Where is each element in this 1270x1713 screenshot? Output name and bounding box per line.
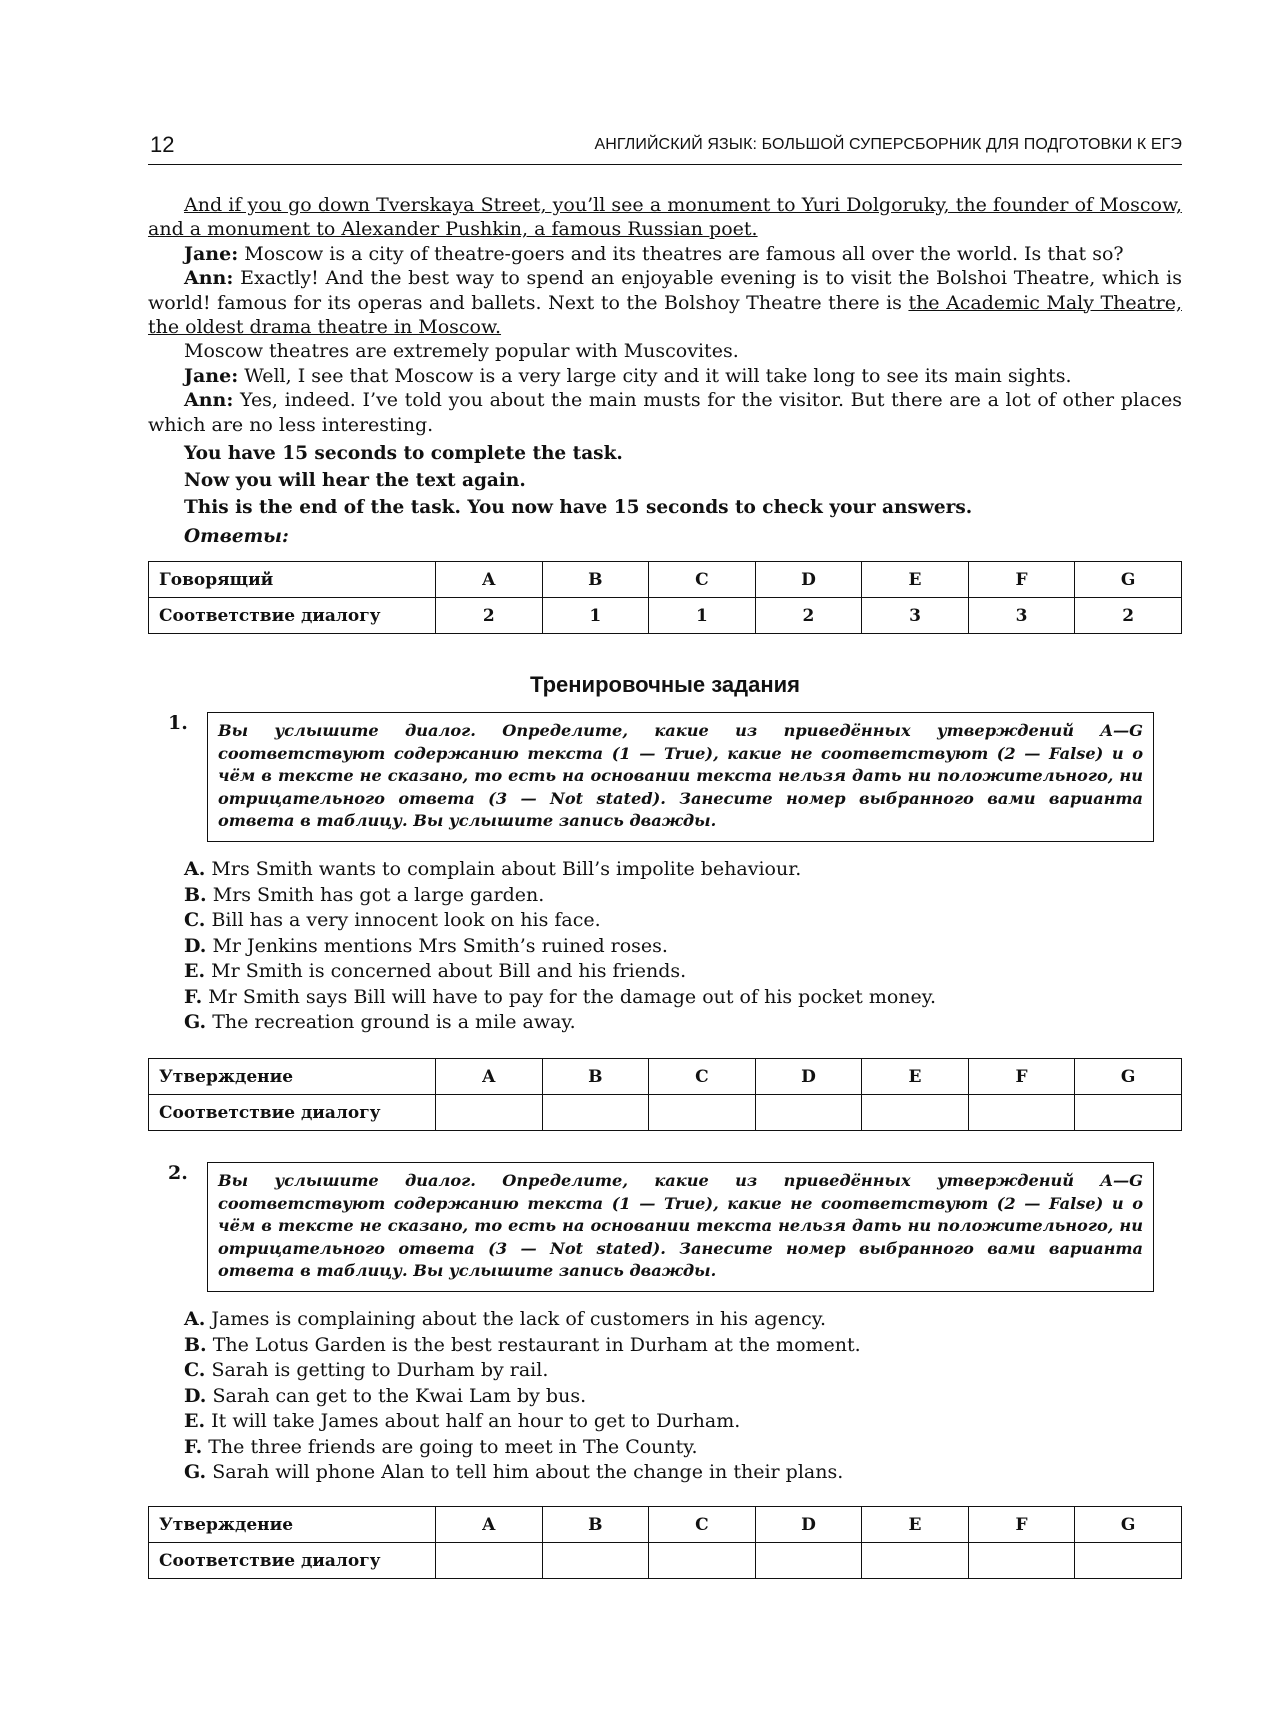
column-header: G <box>1075 1507 1182 1543</box>
running-header <box>148 130 1182 165</box>
answer-cell-empty[interactable] <box>755 1543 862 1579</box>
item-text: Mrs Smith wants to complain about Bill’s impolite behaviour. <box>211 858 802 880</box>
speaker-label: Ann: <box>184 267 234 290</box>
list-item <box>184 934 936 960</box>
item-text: The Lotus Garden is the best restaurant in Durham at the moment. <box>212 1333 861 1356</box>
answer-cell-empty[interactable] <box>862 1095 969 1131</box>
item-letter: A. <box>184 858 206 880</box>
list-item <box>184 1384 861 1410</box>
item-letter: D. <box>184 1384 207 1407</box>
item-text: The recreation ground is a mile away. <box>212 1011 576 1033</box>
item-letter: B. <box>184 883 207 906</box>
instruction-line: Now you will hear the text again. <box>184 470 526 491</box>
answer-cell: 1 <box>649 598 756 634</box>
column-header: G <box>1075 562 1182 598</box>
column-header: D <box>755 1507 862 1543</box>
answer-cell-empty[interactable] <box>1075 1095 1182 1131</box>
list-item <box>184 883 936 909</box>
list-item <box>184 1358 861 1384</box>
answer-cell-empty[interactable] <box>436 1095 543 1131</box>
paragraph-jane-theatres <box>148 242 1182 266</box>
task-number: 1. <box>168 712 188 734</box>
list-item <box>184 985 936 1011</box>
item-letter: G. <box>184 1461 207 1483</box>
instruction-line: You have 15 seconds to complete the task. <box>184 443 623 464</box>
answer-cell: 2 <box>436 598 543 634</box>
item-letter: C. <box>184 1359 206 1381</box>
paragraph-monuments: And if you go down Tverskaya Street, you’ll see a monument to Yuri Dolgoruky, the founder of Moscow, and a monument to Alexander Pushkin, a famous Russian poet. <box>148 194 1182 241</box>
answer-cell-empty[interactable] <box>1075 1543 1182 1579</box>
item-text: Sarah is getting to Durham by rail. <box>211 1359 549 1381</box>
task-instruction-box: Вы услышите диалог. Определите, какие из приведённых утверждений A—G соответствуют содержанию текста (1 — True), какие не соответствуют (2 — False) и о чём в тексте не сказано, то есть на основании текста нельзя дать ни положительного, ни отрицательного ответа (3 — Not stated). Занесите номер выбранного вами варианта ответа в таблицу. Вы услышите запись дважды. <box>207 1162 1154 1292</box>
item-text: Sarah will phone Alan to tell him about the change in their plans. <box>212 1461 844 1483</box>
answer-cell-empty[interactable] <box>649 1095 756 1131</box>
column-header: C <box>649 1059 756 1095</box>
column-header: B <box>542 562 649 598</box>
item-text: James is complaining about the lack of customers in his agency. <box>211 1308 827 1330</box>
speech-text: Yes, indeed. I’ve told you about the main musts for the visitor. But there are a lot of other places which are no less interesting. <box>148 389 1182 436</box>
answer-cell-empty[interactable] <box>755 1095 862 1131</box>
column-header: F <box>968 562 1075 598</box>
statement-list <box>184 1307 861 1486</box>
instruction-line: This is the end of the task. You now have 15 seconds to check your answers. <box>184 497 973 518</box>
list-item <box>184 1333 861 1359</box>
answer-cell: 1 <box>542 598 649 634</box>
speech-text: Exactly! And the best way to spend an enjoyable evening is to visit the Bolshoi Theatre, which is world! famous for its operas and ballets. Next to the Bolshoy Theatre there is <box>148 267 1182 314</box>
row-label: Утверждение <box>149 1507 436 1543</box>
column-header: E <box>862 1059 969 1095</box>
column-header: F <box>968 1507 1075 1543</box>
item-letter: E. <box>184 1410 206 1432</box>
item-letter: F. <box>184 1435 203 1458</box>
list-item <box>184 959 936 985</box>
item-text: It will take James about half an hour to get to Durham. <box>211 1410 741 1432</box>
item-letter: C. <box>184 909 206 931</box>
table-row <box>149 1543 1182 1579</box>
answers-label: Ответы: <box>184 526 289 547</box>
item-text: Mrs Smith has got a large garden. <box>212 883 545 906</box>
paragraph-muscovites: Moscow theatres are extremely popular with Muscovites. <box>184 340 739 363</box>
task2-answer-table <box>148 1506 1182 1579</box>
table-row <box>149 1095 1182 1131</box>
column-header: G <box>1075 1059 1182 1095</box>
answer-cell-empty[interactable] <box>436 1543 543 1579</box>
dialogue-text <box>148 193 1182 437</box>
answer-cell-empty[interactable] <box>649 1543 756 1579</box>
column-header: F <box>968 1059 1075 1095</box>
answer-cell-empty[interactable] <box>862 1543 969 1579</box>
column-header: A <box>436 562 543 598</box>
column-header: D <box>755 1059 862 1095</box>
list-item <box>184 1435 861 1461</box>
book-title: АНГЛИЙСКИЙ ЯЗЫК: БОЛЬШОЙ СУПЕРСБОРНИК ДЛЯ ПОДГОТОВКИ К ЕГЭ <box>594 136 1182 153</box>
column-header: E <box>862 562 969 598</box>
column-header: C <box>649 1507 756 1543</box>
paragraph-ann-bolshoi <box>148 266 1182 339</box>
table-row <box>149 598 1182 634</box>
task1-answer-table <box>148 1058 1182 1131</box>
column-header: A <box>436 1059 543 1095</box>
list-item <box>184 1460 861 1486</box>
speech-text: Moscow is a city of theatre-goers and its theatres are famous all over the world. Is that so? <box>238 242 1124 265</box>
item-text: Mr Jenkins mentions Mrs Smith’s ruined roses. <box>212 934 668 957</box>
item-text: Bill has a very innocent look on his face. <box>211 909 601 931</box>
statement-list <box>184 857 936 1036</box>
item-text: Mr Smith says Bill will have to pay for the damage out of his pocket money. <box>208 985 937 1008</box>
item-text: The three friends are going to meet in The County. <box>208 1435 698 1458</box>
speech-text: Well, I see that Moscow is a very large city and it will take long to see its main sights. <box>238 364 1072 387</box>
row-label: Говорящий <box>149 562 436 598</box>
table-row <box>149 1059 1182 1095</box>
speaker-label: Jane: <box>184 242 239 265</box>
answer-cell: 3 <box>862 598 969 634</box>
column-header: D <box>755 562 862 598</box>
column-header: A <box>436 1507 543 1543</box>
item-text: Sarah can get to the Kwai Lam by bus. <box>212 1384 587 1407</box>
task-number: 2. <box>168 1162 188 1184</box>
list-item <box>184 908 936 934</box>
audio-instructions <box>184 440 972 521</box>
answer-cell: 3 <box>968 598 1075 634</box>
table-row <box>149 1507 1182 1543</box>
answer-cell-empty[interactable] <box>968 1543 1075 1579</box>
list-item <box>184 1010 936 1036</box>
list-item <box>184 857 936 883</box>
item-letter: D. <box>184 934 207 957</box>
row-label: Соответствие диалогу <box>149 1543 436 1579</box>
row-label: Соответствие диалогу <box>149 1095 436 1131</box>
row-label: Соответствие диалогу <box>149 598 436 634</box>
column-header: E <box>862 1507 969 1543</box>
row-label: Утверждение <box>149 1059 436 1095</box>
answer-table <box>148 561 1182 634</box>
item-letter: B. <box>184 1333 207 1356</box>
task-instruction-box: Вы услышите диалог. Определите, какие из приведённых утверждений A—G соответствуют содержанию текста (1 — True), какие не соответствуют (2 — False) и о чём в тексте не сказано, то есть на основании текста нельзя дать ни положительного, ни отрицательного ответа (3 — Not stated). Занесите номер выбранного вами варианта ответа в таблицу. Вы услышите запись дважды. <box>207 712 1154 842</box>
section-title: Тренировочные задания <box>529 672 800 697</box>
answer-cell-empty[interactable] <box>542 1095 649 1131</box>
paragraph-ann-musts <box>148 388 1182 437</box>
column-header: C <box>649 562 756 598</box>
column-header: B <box>542 1059 649 1095</box>
item-letter: F. <box>184 985 203 1008</box>
list-item <box>184 1307 861 1333</box>
item-letter: G. <box>184 1011 207 1033</box>
paragraph-jane-sights <box>148 364 1182 388</box>
list-item <box>184 1409 861 1435</box>
speaker-label: Ann: <box>184 389 234 412</box>
page-number: 12 <box>150 132 175 157</box>
item-text: Mr Smith is concerned about Bill and his friends. <box>211 960 687 982</box>
underlined-text: the Academic Maly Theatre, the oldest drama theatre in Moscow. <box>148 291 1182 339</box>
answer-cell: 2 <box>755 598 862 634</box>
answer-cell-empty[interactable] <box>542 1543 649 1579</box>
item-letter: E. <box>184 960 206 982</box>
answer-cell-empty[interactable] <box>968 1095 1075 1131</box>
table-row <box>149 562 1182 598</box>
item-letter: A. <box>184 1308 206 1330</box>
answer-cell: 2 <box>1075 598 1182 634</box>
speaker-label: Jane: <box>184 364 239 387</box>
column-header: B <box>542 1507 649 1543</box>
